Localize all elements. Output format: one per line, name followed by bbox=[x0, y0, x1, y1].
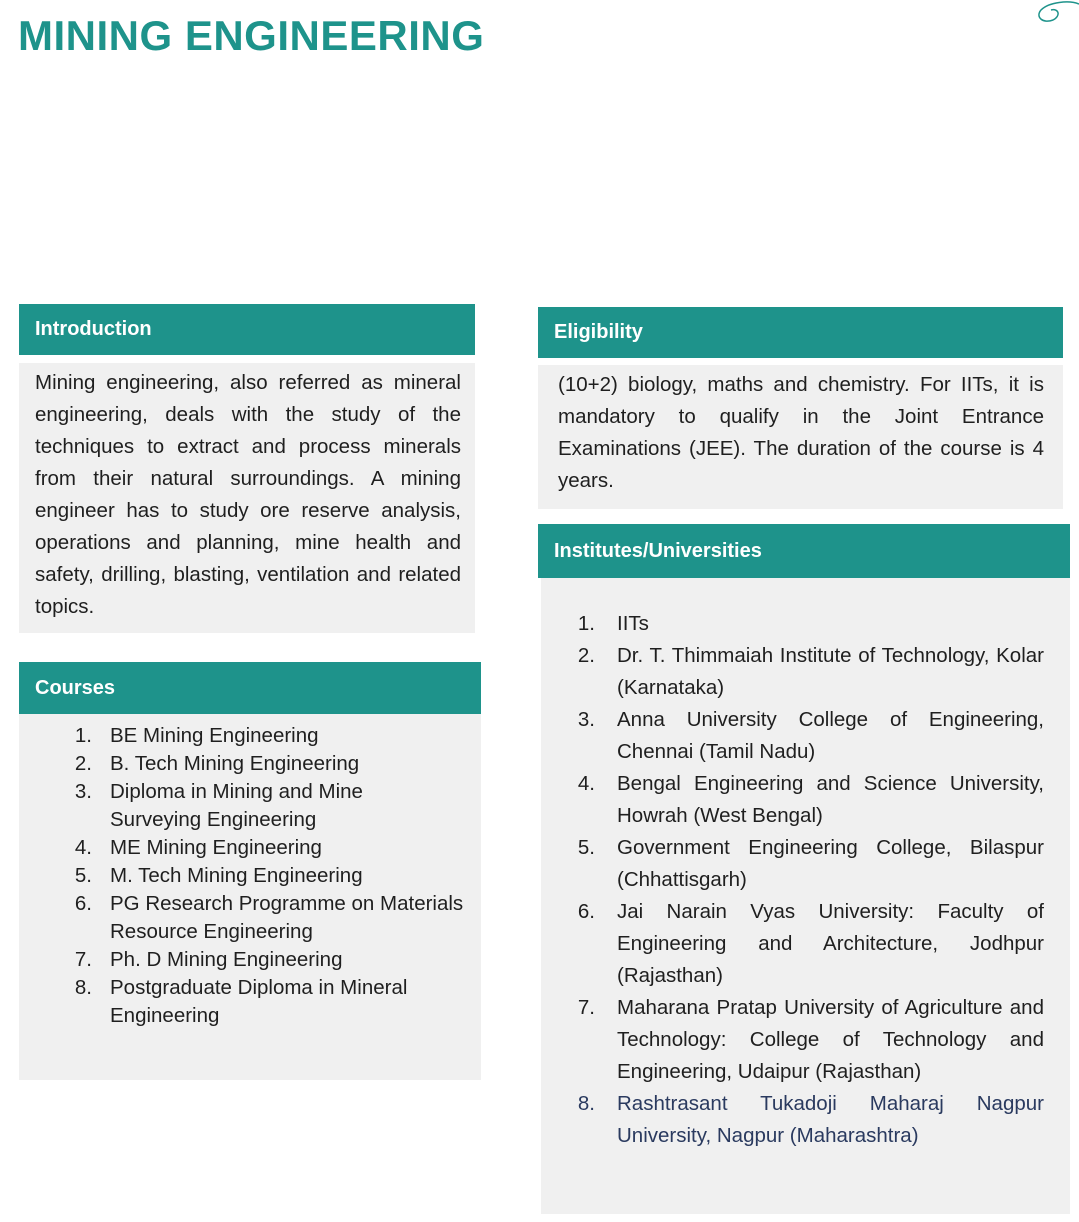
courses-list bbox=[74, 722, 471, 1030]
list-item: 6. Jai Narain Vyas University: Faculty of Engineering and Architecture, Jodhpur (Rajasthan) bbox=[577, 900, 1044, 987]
institutes-list bbox=[577, 608, 1044, 1152]
list-item: 6. PG Research Programme on Materials Resource Engineering bbox=[74, 892, 464, 943]
list-item: 1. IITs bbox=[577, 612, 649, 635]
courses-section bbox=[19, 662, 481, 1080]
introduction-text: Mining engineering, also referred as mineral engineering, deals with the study of the techniques to extract and process minerals from their natural surroundings. A mining engineer has to study ore reserve analysis, operations and planning, mine health and safety, drilling, blasting, ventilation and related topics. bbox=[19, 363, 475, 633]
list-item: 8. Rashtrasant Tukadoji Maharaj Nagpur University, Nagpur (Maharashtra) bbox=[577, 1092, 1044, 1147]
list-item: 2. Dr. T. Thimmaiah Institute of Technology, Kolar (Karnataka) bbox=[577, 644, 1044, 699]
institutes-section bbox=[538, 524, 1070, 1214]
introduction-section bbox=[19, 304, 475, 633]
list-item: 1. BE Mining Engineering bbox=[74, 724, 319, 747]
institutes-heading: Institutes/Universities bbox=[538, 524, 1070, 578]
list-item: 3. Diploma in Mining and Mine Surveying Engineering bbox=[74, 780, 363, 831]
list-item: 7. Ph. D Mining Engineering bbox=[74, 948, 343, 971]
institutes-body bbox=[541, 578, 1070, 1214]
introduction-heading: Introduction bbox=[19, 304, 475, 355]
list-item: 5. M. Tech Mining Engineering bbox=[74, 864, 363, 887]
list-item: 3. Anna University College of Engineering, Chennai (Tamil Nadu) bbox=[577, 708, 1044, 763]
decorative-swirl-icon bbox=[1029, 0, 1079, 28]
courses-body bbox=[19, 714, 481, 1080]
page-title: MINING ENGINEERING bbox=[18, 12, 485, 59]
eligibility-section bbox=[538, 307, 1063, 509]
list-item: 4. Bengal Engineering and Science University, Howrah (West Bengal) bbox=[577, 772, 1044, 827]
eligibility-text: (10+2) biology, maths and chemistry. For IITs, it is mandatory to qualify in the Joint Entrance Examinations (JEE). The duration of the course is 4 years. bbox=[538, 365, 1063, 509]
courses-heading: Courses bbox=[19, 662, 481, 714]
eligibility-heading: Eligibility bbox=[538, 307, 1063, 358]
list-item: 5. Government Engineering College, Bilaspur (Chhattisgarh) bbox=[577, 836, 1044, 891]
list-item: 7. Maharana Pratap University of Agriculture and Technology: College of Technology and Engineering, Udaipur (Rajasthan) bbox=[577, 996, 1044, 1083]
list-item: 2. B. Tech Mining Engineering bbox=[74, 752, 360, 775]
list-item: 4. ME Mining Engineering bbox=[74, 836, 322, 859]
list-item: 8. Postgraduate Diploma in Mineral Engineering bbox=[74, 976, 408, 1027]
